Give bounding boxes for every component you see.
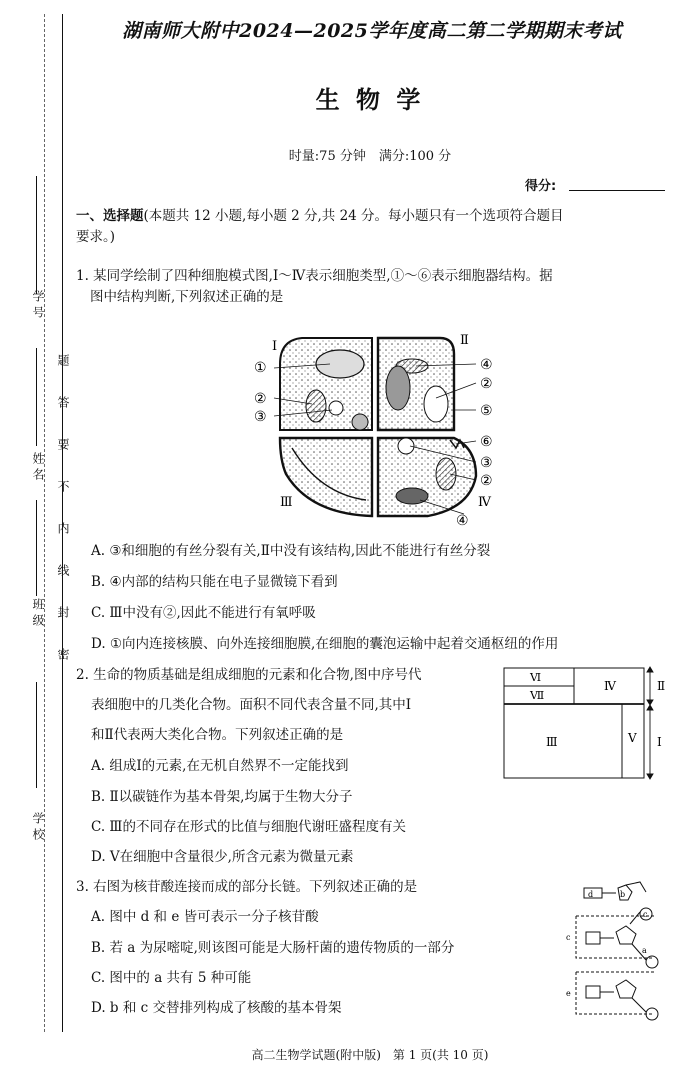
sugar-3 [616, 980, 636, 998]
name-blank[interactable] [36, 348, 37, 446]
label-c: c [566, 933, 571, 942]
section-description: (本题共 12 小题,每小题 2 分,共 24 分。每小题只有一个选项符合题目 [143, 208, 564, 224]
label-type-IV: Ⅳ [478, 495, 491, 510]
seal-char: 要 [56, 438, 70, 450]
cell-II-vacuole [424, 386, 448, 422]
cell-IV-chloroplast [396, 488, 428, 504]
seal-char: 线 [56, 564, 70, 576]
label-2-bottom: ② [480, 473, 493, 489]
seal-char: 题 [56, 354, 70, 366]
sugar-2 [616, 926, 636, 944]
school-label: 学 校 [31, 812, 45, 840]
label-e: e [566, 989, 571, 998]
label-1: ① [254, 360, 267, 376]
cell-IV-mitochondrion [436, 458, 456, 490]
nucleotide-base-3 [586, 986, 600, 998]
page-footer: 高二生物学试题(附中版) 第 1 页(共 10 页) [251, 1048, 489, 1062]
label-V: Ⅴ [628, 731, 637, 745]
class-blank[interactable] [36, 500, 37, 596]
label-d: d [588, 890, 594, 899]
seal-char: 密 [56, 648, 70, 660]
q1-option-b[interactable]: B. ④内部的结构只能在电子显微镜下看到 [91, 574, 338, 590]
q1-stem [76, 266, 668, 308]
student-id-label: 学 号 [31, 290, 45, 318]
binding-dashed-line [44, 14, 45, 1032]
subject-title: 生 物 学 [315, 86, 425, 114]
label-c-circle: c [643, 910, 648, 919]
label-5: ⑤ [480, 403, 493, 419]
bracket-e [576, 972, 656, 1014]
q3-option-d[interactable]: D. b 和 c 交替排列构成了核酸的基本骨架 [91, 1000, 342, 1016]
q1-option-a[interactable]: A. ③和细胞的有丝分裂有关,Ⅱ中没有该结构,因此不能进行有丝分裂 [91, 543, 491, 559]
q2-stem-line1: 2. 生命的物质基础是组成细胞的元素和化合物,图中序号代 [76, 667, 422, 683]
seal-char: 封 [56, 606, 70, 618]
q3-stem: 3. 右图为核苷酸连接而成的部分长链。下列叙述正确的是 [76, 879, 418, 895]
seal-char: 答 [56, 396, 70, 408]
label-VI: Ⅵ [530, 671, 542, 684]
exam-title: 湖南师大附中2024—2025学年度高二第二学期期末考试 [122, 20, 622, 42]
q2-stem-line2: 表细胞中的几类化合物。面积不同代表含量不同,其中Ⅰ [91, 697, 412, 713]
q2-option-c[interactable]: C. Ⅲ的不同存在形式的比值与细胞代谢旺盛程度有关 [91, 819, 406, 835]
q2-compound-diagram [500, 664, 675, 784]
q1-stem-line2: 图中结构判断,下列叙述正确的是 [90, 289, 284, 305]
q1-cell-diagram [240, 324, 510, 534]
q1-stem-line1: 1. 某同学绘制了四种细胞模式图,Ⅰ～Ⅳ表示细胞类型,①～⑥表示细胞器结构。据 [76, 268, 553, 284]
cell-I-centrosome [329, 401, 343, 415]
section-heading [76, 206, 668, 248]
label-I: Ⅰ [657, 735, 662, 749]
exam-info: 时量:75 分钟 满分:100 分 [288, 149, 452, 164]
score-label: 得分: [525, 179, 557, 194]
q2-option-b[interactable]: B. Ⅱ以碳链作为基本骨架,均属于生物大分子 [91, 789, 353, 805]
q3-option-c[interactable]: C. 图中的 a 共有 5 种可能 [91, 970, 252, 986]
q1-option-c[interactable]: C. Ⅲ中没有②,因此不能进行有氧呼吸 [91, 605, 316, 621]
student-id-blank[interactable] [36, 176, 37, 294]
label-III: Ⅲ [546, 735, 558, 749]
seal-char: 不 [56, 480, 70, 492]
label-type-II: Ⅱ [460, 333, 469, 348]
cell-I-vesicle [352, 414, 368, 430]
q2-stem-line3: 和Ⅱ代表两大类化合物。下列叙述正确的是 [91, 727, 344, 743]
cell-I-mitochondrion [306, 390, 326, 422]
label-3-left: ③ [254, 409, 267, 425]
cell-II-nucleus [386, 366, 410, 410]
label-a: a [642, 946, 647, 955]
seal-char: 内 [56, 522, 70, 534]
label-2-top: ② [480, 376, 493, 392]
label-6: ⑥ [480, 434, 493, 450]
score-blank[interactable] [569, 190, 665, 191]
q3-option-a[interactable]: A. 图中 d 和 e 皆可表示一分子核苷酸 [91, 909, 319, 925]
q1-option-d[interactable]: D. ①向内连接核膜、向外连接细胞膜,在细胞的囊泡运输中起着交通枢纽的作用 [91, 636, 559, 652]
name-label: 姓 名 [31, 452, 45, 480]
label-VII: Ⅶ [530, 689, 545, 702]
label-4-bottom: ④ [456, 513, 469, 529]
section-title: 一、选择题 [76, 208, 144, 224]
label-II: Ⅱ [657, 679, 666, 693]
q3-option-b[interactable]: B. 若 a 为尿嘧啶,则该图可能是大肠杆菌的遗传物质的一部分 [91, 940, 455, 956]
label-b: b [620, 890, 626, 899]
nucleotide-base-2 [586, 932, 600, 944]
cell-I-golgi [316, 350, 364, 378]
label-4-top: ④ [480, 357, 493, 373]
label-type-I: Ⅰ [272, 339, 278, 354]
label-2-left: ② [254, 391, 267, 407]
q2-option-a[interactable]: A. 组成Ⅰ的元素,在无机自然界不一定能找到 [91, 758, 349, 774]
q2-option-d[interactable]: D. Ⅴ在细胞中含量很少,所含元素为微量元素 [91, 849, 354, 865]
label-IV: Ⅳ [604, 679, 616, 693]
label-3-right: ③ [480, 455, 493, 471]
label-type-III: Ⅲ [280, 495, 293, 510]
q3-nucleotide-chain [560, 876, 675, 1026]
section-description-cont: 要求。) [76, 229, 116, 245]
class-label: 班 级 [31, 598, 45, 626]
school-blank[interactable] [36, 682, 37, 788]
